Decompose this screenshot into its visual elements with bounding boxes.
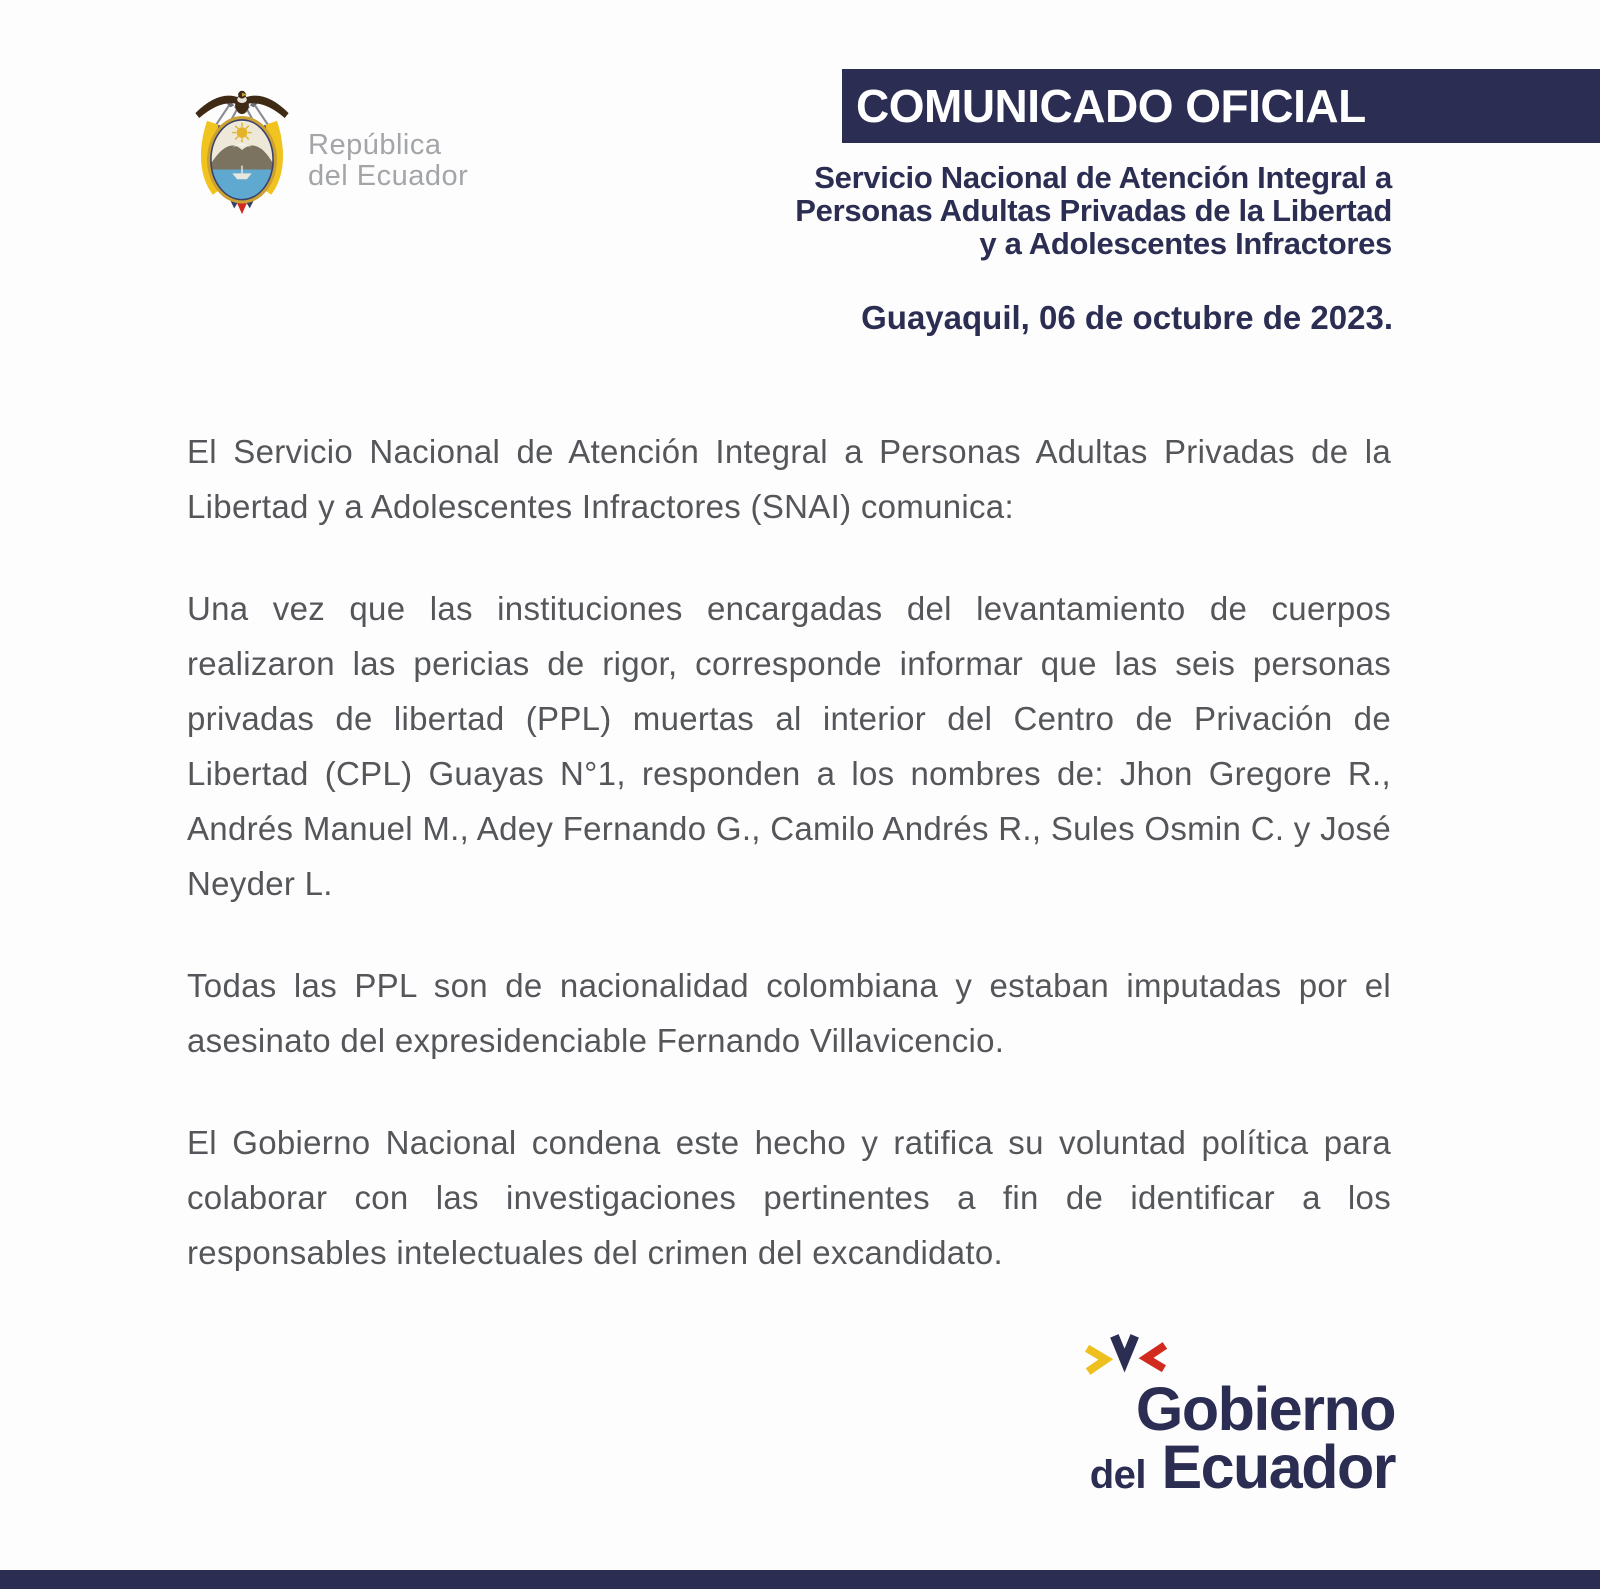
comunicado-oficial-banner bbox=[842, 69, 1600, 143]
republica-del-ecuador-label bbox=[308, 130, 468, 192]
gobierno-wordmark: Gobierno bbox=[1135, 1375, 1395, 1443]
subtitle-line-1: Servicio Nacional de Atención Integral a bbox=[814, 160, 1392, 195]
dateline: Guayaquil, 06 de octubre de 2023. bbox=[861, 299, 1393, 336]
paragraph-intro: El Servicio Nacional de Atención Integral a Personas Adultas Privadas de la Libertad y a Adolescentes Infractores (SNAI) comunica: bbox=[187, 433, 1391, 525]
subtitle-line-3: y a Adolescentes Infractores bbox=[979, 226, 1392, 261]
paragraph-nationality: Todas las PPL son de nacionalidad colombiana y estaban imputadas por el asesinato del expresidenciable Fernando Villavicencio. bbox=[187, 967, 1391, 1059]
banner-title: COMUNICADO OFICIAL bbox=[856, 80, 1366, 132]
paragraph-victims: Una vez que las instituciones encargadas del levantamiento de cuerpos realizaron las pericias de rigor, corresponde informar que las seis personas privadas de libertad (PPL) muertas al interior del Centro de Privación de Libertad (CPL) Guayas N°1, responden a los nombres de: Jhon Gregore R., Andrés Manuel M., Adey Fernando G., Camilo Andrés R., Sules Osmin C. y José Neyder L. bbox=[187, 590, 1391, 902]
paragraph-government: El Gobierno Nacional condena este hecho y ratifica su voluntad política para colaborar con las investigaciones pertinentes a fin de identificar a los responsables intelectuales del crimen del excandidato. bbox=[187, 1124, 1391, 1271]
republica-line: República bbox=[308, 129, 442, 161]
ecuador-coat-of-arms-icon bbox=[183, 84, 301, 220]
gobierno-chevrons-icon bbox=[1081, 1330, 1171, 1378]
communique-body bbox=[187, 424, 1391, 1280]
del-wordmark: del bbox=[1089, 1453, 1146, 1497]
gobierno-del-ecuador-logo bbox=[1079, 1330, 1395, 1504]
del-ecuador-wordmark bbox=[1079, 1433, 1395, 1504]
del-ecuador-line: del Ecuador bbox=[308, 160, 469, 192]
bottom-accent-bar bbox=[0, 1570, 1600, 1589]
ecuador-wordmark: Ecuador bbox=[1161, 1433, 1395, 1501]
snai-subtitle bbox=[692, 161, 1392, 260]
subtitle-line-2: Personas Adultas Privadas de la Libertad bbox=[795, 193, 1392, 228]
